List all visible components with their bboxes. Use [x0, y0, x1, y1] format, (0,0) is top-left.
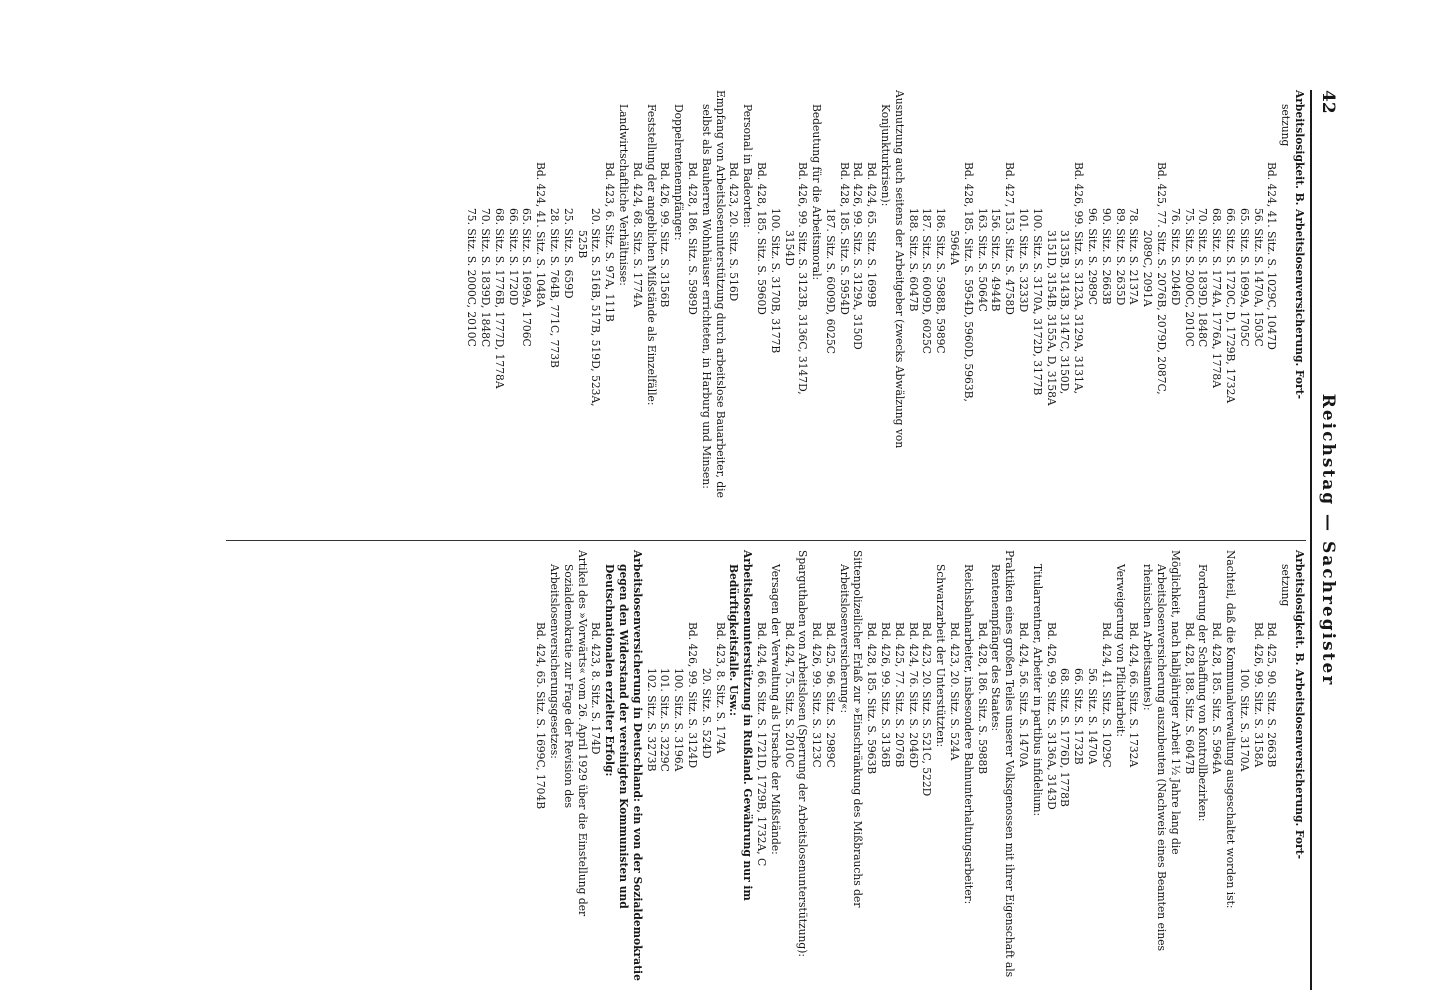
subentry-label: Reichsbahnarbeiter, insbesondere Bahnunterhaltungsarbeiter: — [961, 564, 975, 905]
digitization-credit — [0, 604, 2, 996]
reference-line: 3154D — [782, 230, 796, 266]
reference-line: Bd. 424, 41. Sitz. S. 1029C — [1099, 622, 1113, 768]
reference-line: 102. Sitz. S. 3273B — [644, 668, 658, 772]
rotated-page — [28, 90, 1338, 990]
reference-line: 56. Sitz. S. 1470A — [1086, 668, 1100, 765]
reference-line: Bd. 425, 90. Sitz. S. 2663B — [1265, 622, 1279, 768]
reference-line: Bd. 424, 56. Sitz. S. 1470A — [1017, 622, 1031, 768]
dfg-logo-icon — [0, 953, 1, 978]
reference-line: 70. Sitz. S. 1839D, 1848C — [1196, 208, 1210, 348]
reference-line: Bd. 424, 66. Sitz. S. 1721D, 1729B, 1732A, C — [754, 622, 768, 867]
reference-line: 2089C, 2091A — [1141, 230, 1155, 307]
reference-line: 66. Sitz. S. 1732B — [1072, 668, 1086, 765]
reference-line: 100. Sitz. S. 3196A — [672, 668, 686, 772]
reference-line: 186. Sitz. S. 5988B, 5989C — [934, 208, 948, 354]
entry-heading: Arbeitslosigkeit. B. Arbeitslosenversicherung. Fort- — [1293, 90, 1306, 400]
reference-line: 66. Sitz. S. 1720D — [506, 208, 520, 306]
reference-line: Bd. 425, 96. Sitz. S. 2989C — [823, 622, 837, 768]
subentry-label: Feststellung der angeblichen Mißstände als Einzelfälle: — [644, 104, 658, 406]
reference-line: Bd. 426, 99. Sitz. S. 3123C — [810, 622, 824, 768]
subentry-label: Schwarzarbeit der Unterstützten: — [934, 564, 948, 748]
reference-line: 65. Sitz. S. 1699A, 1705C — [1237, 208, 1251, 347]
entry-heading-cont: setzung — [1279, 564, 1293, 607]
subentry-label: Nachteil, daß die Kommunalverwaltung ausgeschaltet worden ist: — [1224, 550, 1238, 909]
reference-line: Bd. 423, 8. Sitz. S. 174D — [589, 622, 603, 755]
reference-line: 20. Sitz. S. 516B, 517B, 519D, 523A, — [589, 208, 603, 407]
reference-line: 188. Sitz. S. 6047B — [906, 208, 920, 312]
reference-line: 101. Sitz. S. 3233D — [1017, 208, 1031, 313]
reference-line: 56. Sitz. S. 1470A, 1503C — [1251, 208, 1265, 347]
entry-heading: Arbeitslosigkeit. B. Arbeitslosenversicherung. Fort- — [1293, 550, 1306, 860]
reference-line: 96. Sitz. S. 2989C — [1086, 208, 1100, 305]
page-number: 42 — [1318, 90, 1338, 114]
reference-line: 20. Sitz. S. 524D — [699, 668, 713, 759]
reference-line: Bd. 426, 99. Sitz. S. 3129A, 3150D — [851, 162, 865, 350]
reference-line: 156. Sitz. S. 4944B — [989, 208, 1003, 312]
reference-line: 100. Sitz. S. 3170A — [1237, 668, 1251, 772]
reference-line: 66. Sitz. S. 1720C, D, 1729B, 1732A — [1224, 208, 1238, 404]
reference-line: Bd. 423, 20. Sitz. S. 524A — [948, 622, 962, 761]
reference-line: 78. Sitz. S. 2137A — [1127, 208, 1141, 305]
reference-line: Bd. 424, 76. Sitz. S. 2046D — [906, 622, 920, 769]
reference-line: Bd. 424, 65. Sitz. S. 1699B — [865, 162, 879, 308]
left-column — [464, 90, 1306, 530]
reference-line: 90. Sitz. S. 2663B — [1099, 208, 1113, 305]
reference-line: Bd. 428, 186. Sitz. S. 5988B — [975, 622, 989, 775]
entry-heading: Arbeitslosenunterstützung in Rußland. Gewährung nur im Bedürftigkeitsfalle. Usw.: — [727, 550, 755, 901]
reference-line: Bd. 426, 99. Sitz. S. 3123B, 3136C, 3147D, — [796, 162, 810, 395]
reference-line: 187. Sitz. S. 6009D, 6025C — [920, 208, 934, 354]
reference-line: Bd. 426, 99. Sitz. S. 3158A — [1251, 622, 1265, 768]
reference-line: 68. Sitz. S. 1774A, 1776A, 1778A — [1210, 208, 1224, 388]
reference-line: Bd. 424, 41. Sitz. S. 1029C, 1047D — [1265, 162, 1279, 350]
subentry-label: Verweigerung von Pflichtarbeit: — [1113, 564, 1127, 737]
reference-line: Bd. 423, 20. Sitz. S. 521C, 522D — [920, 622, 934, 797]
reference-line: 3135B, 3143B, 3147C, 3150D, — [1058, 230, 1072, 395]
subentry-label: Empfang von Arbeitslosenunterstützung durch arbeitslose Bauarbeiter, die selbst als Bauherren Wohnhäuser errichteten, in Harburg und Minsen: — [699, 90, 727, 498]
reference-line: Bd. 428, 186. Sitz. S. 5989D — [685, 162, 699, 315]
entry-heading: Arbeitslosenversicherung in Deutschland: ein von der Sozialdemokratie gegen den Widerstand der vereinigten Kommunisten und Deutschnationalen erzielter Erfolg: — [603, 550, 644, 981]
entry-heading: Artikel des »Vorwärts« vom 26. April 1929 über die Einstellung der Sozialdemokratie zur Frage der Revision des Arbeitslosenversicherungsgesetzes: — [547, 550, 589, 917]
reference-line: 65. Sitz. S. 1699A, 1706C — [520, 208, 534, 347]
header-rule — [1310, 90, 1312, 990]
reference-line: Bd. 428, 185. Sitz. S. 5954D — [837, 162, 851, 315]
reference-line: 75. Sitz. S. 2000C, 2010C — [465, 208, 479, 347]
subentry-label: Sittenpolizeilicher Erlaß zur »Einschränkung des Mißbrauchs der Arbeitslosenversicherung«: — [837, 550, 865, 908]
reference-line: Bd. 424, 75. Sitz. S. 2010C — [782, 622, 796, 768]
reference-line: Bd. 424, 66. Sitz. S. 1732A — [1127, 622, 1141, 768]
subentry-label: Sparguthaben von Arbeitslosen (Sperrung der Arbeitslosenunterstützung): — [796, 550, 810, 958]
reference-line: Bd. 425, 77. Sitz. S. 2076B — [892, 622, 906, 768]
reference-line: Bd. 426, 99. Sitz. S. 3156B — [658, 162, 672, 308]
subentry-label: Ausnutzung auch seitens der Arbeitgeber (zwecks Abwälzung von Konjunkturkrisen): — [879, 90, 906, 449]
reference-line: Bd. 423, 6. Sitz. S. 97A, 111B — [603, 162, 617, 322]
subentry-label: Versagen der Verwaltung als Ursache der Mißstände: — [768, 564, 782, 855]
reference-line: 75. Sitz. S. 2000C, 2010C — [1182, 208, 1196, 347]
reference-line: 101. Sitz. S. 3229C — [658, 668, 672, 772]
reference-line: 525B — [575, 230, 589, 259]
reference-line: 76. Sitz. S. 2046D — [1168, 208, 1182, 306]
reference-line: Bd. 426, 99. Sitz. S. 3124D — [685, 622, 699, 769]
subentry-label: Doppelrentenempfänger: — [672, 104, 686, 241]
reference-line: Bd. 426, 99. Sitz. S. 3136B — [879, 622, 893, 768]
reference-line: 68. Sitz. S. 1776D, 1778B — [1058, 668, 1072, 807]
subentry-label: Praktiken eines großen Teiles unserer Volksgenossen mit ihrer Eigenschaft als Rentenempfänger des Staates: — [989, 550, 1017, 978]
reference-line: Bd. 427, 153. Sitz. S. 4758D — [1003, 162, 1017, 315]
reference-line: 89. Sitz. S. 2635D — [1113, 208, 1127, 306]
reference-line: 163. Sitz. S. 5064C — [975, 208, 989, 312]
reference-line: 187. Sitz. S. 6009D, 6025C — [823, 208, 837, 354]
reference-line: Bd. 428, 185. Sitz. S. 5960D — [754, 162, 768, 315]
reference-line: 68. Sitz. S. 1776B, 1777D, 1778A — [492, 208, 506, 389]
reference-line: Bd. 428, 185. Sitz. S. 5964A — [1210, 622, 1224, 774]
reference-line: Bd. 426, 99. Sitz. S. 3123A, 3129A, 3131A, — [1072, 162, 1086, 395]
subentry-label: Landwirtschaftliche Verhältnisse: — [616, 104, 630, 286]
reference-line: Bd. 423, 20. Sitz. S. 516D — [727, 162, 741, 302]
reference-line: Bd. 423, 8. Sitz. S. 174A — [713, 622, 727, 754]
subentry-label: Personal in Badeorten: — [741, 104, 755, 228]
running-title: Reichstag — Sachregister — [1318, 393, 1338, 687]
reference-line: 5964A — [948, 230, 962, 265]
reference-line: 70. Sitz. S. 1839D, 1848C — [478, 208, 492, 348]
subentry-label: Titularrentner, Arbeiter in partibus infidelium: — [1030, 564, 1044, 817]
reference-line: Bd. 426, 99. Sitz. S. 3136A, 3143D — [1044, 622, 1058, 810]
reference-line: Bd. 428, 188. Sitz. S. 6047B — [1182, 622, 1196, 775]
column-divider — [226, 540, 1306, 541]
reference-line: 28. Sitz. S. 764B, 771C, 773B — [547, 208, 561, 368]
subentry-label: Möglichkeit, nach halbjähriger Arbeit 1½ Jahre lang die Arbeitslosenversicherung auszubeuten (Nachweis eines Beamten eines rheinischen Arbeitsamtes): — [1141, 550, 1182, 952]
reference-line: Bd. 424, 65. Sitz. S. 1699C, 1704B — [534, 622, 548, 810]
reference-line: 25. Sitz. S. 659D — [561, 208, 575, 299]
reference-line: 3151D, 3154B, 3155A, D, 3158A — [1044, 230, 1058, 406]
subentry-label: Forderung der Schaffung von Kontrollbezirken: — [1196, 564, 1210, 822]
reference-line: 100. Sitz. S. 3170A, 3172D, 3177B — [1030, 208, 1044, 396]
right-column — [533, 550, 1306, 990]
subentry-label: Bedeutung für die Arbeitsmoral: — [810, 104, 824, 281]
reference-line: Bd. 428, 185. Sitz. S. 5963B — [865, 622, 879, 775]
reference-line: Bd. 424, 41. Sitz. S. 1048A — [534, 162, 548, 308]
reference-line: Bd. 424, 68. Sitz. S. 1774A — [630, 162, 644, 308]
reference-line: Bd. 428, 185. Sitz. S. 5954D, 5960D, 5963B, — [961, 162, 975, 402]
reference-line: Bd. 425, 77. Sitz. S. 2076B, 2079D, 2087C, — [1155, 162, 1169, 395]
reference-line: 100. Sitz. S. 3170B, 3177B — [768, 208, 782, 354]
entry-heading-cont: setzung — [1279, 104, 1293, 147]
